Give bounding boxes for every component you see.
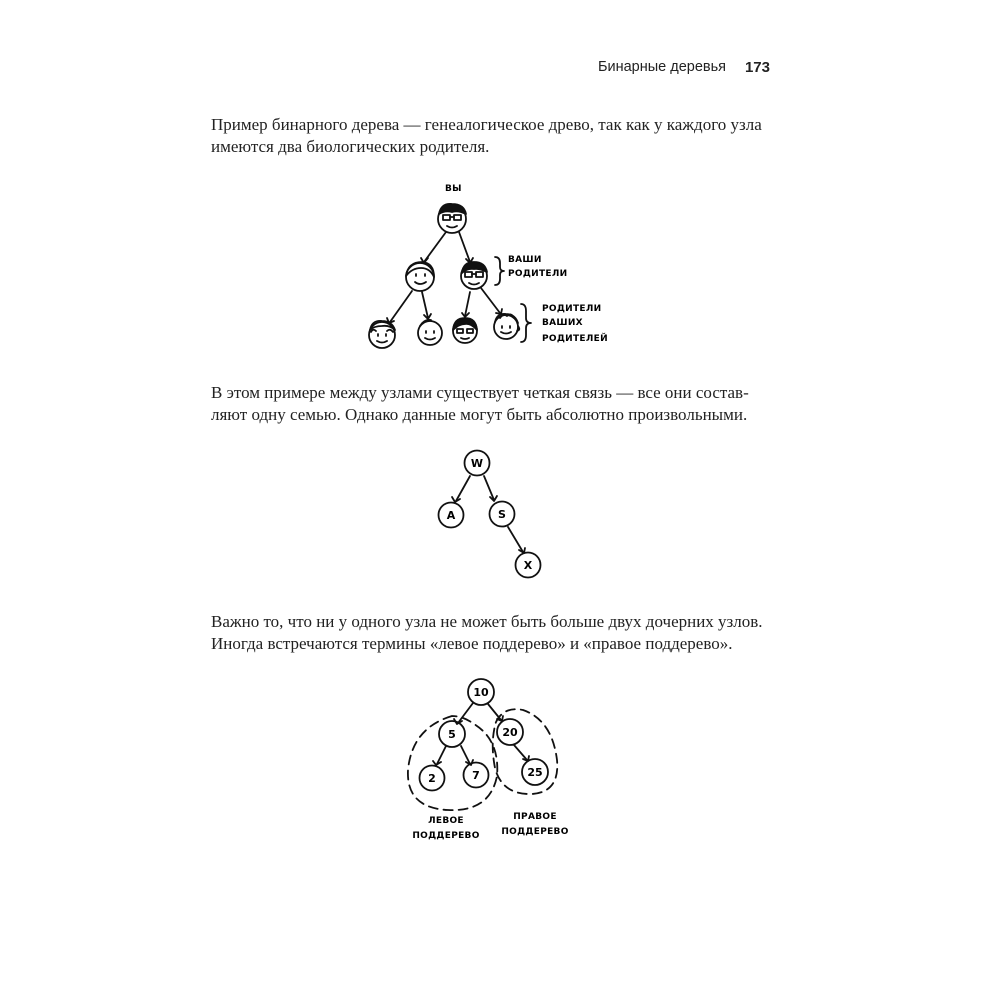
right-subtree-label-line-2: ПОДДЕРЕВО	[501, 827, 569, 837]
grandparent-3-face-icon	[453, 318, 477, 343]
tree-edge	[461, 746, 470, 764]
tree-node-10: 10	[473, 686, 489, 699]
arrow-head	[519, 548, 525, 553]
parents-label-line-2: РОДИТЕЛИ	[508, 269, 568, 279]
tree-edge	[488, 704, 501, 720]
tree-edge	[514, 745, 527, 760]
arrow-head	[497, 716, 503, 721]
left-subtree-label-line-1: ЛЕВОЕ	[428, 816, 464, 826]
arrow-head	[387, 318, 394, 323]
parent-right-face-icon	[461, 262, 487, 289]
tree-node-7: 7	[472, 769, 480, 782]
tree-edge	[458, 703, 473, 723]
tree-edge	[484, 476, 494, 500]
parent-left-face-icon	[406, 262, 434, 291]
tree-edge	[465, 292, 470, 316]
right-subtree-outline	[493, 709, 558, 794]
arrow-head	[466, 258, 473, 263]
tree-node-circle	[464, 763, 489, 788]
tree-edge	[422, 292, 428, 318]
tree-edge	[459, 232, 470, 262]
arrow-head	[454, 719, 462, 724]
section-title: Бинарные деревья	[598, 59, 727, 75]
paragraph-line: Иногда встречаются термины «левое поддерево» и «правое поддерево».	[211, 634, 733, 653]
arrow-head	[496, 309, 502, 314]
tree-edge	[481, 288, 500, 313]
paragraph-3	[211, 611, 771, 655]
paragraph-1	[211, 114, 771, 158]
arrow-head	[523, 756, 529, 761]
tree-node-circle	[516, 553, 541, 578]
tree-node-5: 5	[448, 728, 456, 741]
left-subtree-outline	[408, 716, 497, 810]
grandparent-2-face-icon	[418, 320, 442, 345]
tree-node-a: A	[446, 509, 456, 522]
paragraph-line: Пример бинарного дерева — генеалогическое древо, так как у каждого узла	[211, 115, 762, 134]
tree-node-circle	[439, 503, 464, 528]
paragraph-2	[211, 382, 771, 426]
grandparents-label-line-3: РОДИТЕЛЕЙ	[542, 334, 608, 344]
right-subtree-label-line-1: ПРАВОЕ	[513, 812, 557, 822]
parents-brace	[495, 257, 504, 285]
parents-label-line-1: ВАШИ	[508, 255, 542, 265]
tree-node-25: 25	[527, 766, 543, 779]
left-subtree-label-line-2: ПОДДЕРЕВО	[412, 831, 480, 841]
tree-node-circle	[522, 759, 548, 785]
tree-node-2: 2	[428, 772, 436, 785]
grandparents-brace	[521, 304, 531, 342]
tree-node-20: 20	[502, 726, 518, 739]
arrow-head	[462, 313, 469, 317]
arrow-head	[466, 760, 473, 765]
arrow-head	[424, 314, 431, 319]
tree-edge	[508, 527, 523, 552]
paragraph-line: имеются два биологических родителя.	[211, 137, 490, 156]
arrow-head	[452, 497, 460, 502]
tree-edge	[456, 476, 470, 501]
tree-node-circle	[420, 766, 445, 791]
running-header	[598, 56, 770, 78]
tree-node-circle	[465, 451, 490, 476]
tree-node-w: W	[470, 457, 484, 470]
grandparent-4-face-icon	[494, 314, 519, 339]
tree-node-circle	[490, 502, 515, 527]
paragraph-line: ляют одну семью. Однако данные могут быть абсолютно произвольными.	[211, 405, 748, 424]
grandparents-label-line-1: РОДИТЕЛИ	[542, 304, 602, 314]
arrow-head	[490, 496, 497, 501]
tree-edge	[390, 291, 412, 322]
you-face-icon	[438, 204, 466, 233]
page-number: 173	[744, 58, 770, 76]
tree-node-circle	[497, 719, 523, 745]
tree-edge	[437, 746, 446, 764]
grandparent-1-face-icon	[369, 321, 395, 348]
paragraph-line: Важно то, что ни у одного узла не может быть больше двух дочерних узлов.	[211, 612, 763, 631]
grandparents-label-line-2: ВАШИХ	[542, 318, 583, 328]
you-label: ВЫ	[445, 184, 462, 194]
tree-node-circle	[439, 721, 465, 747]
tree-node-circle	[468, 679, 494, 705]
paragraph-line: В этом примере между узлами существует четкая связь — все они состав-	[211, 383, 749, 402]
tree-node-x: X	[523, 559, 533, 572]
tree-edge	[424, 232, 446, 262]
arrow-head	[421, 258, 428, 263]
arrow-head	[433, 761, 441, 765]
tree-node-s: S	[498, 508, 506, 521]
